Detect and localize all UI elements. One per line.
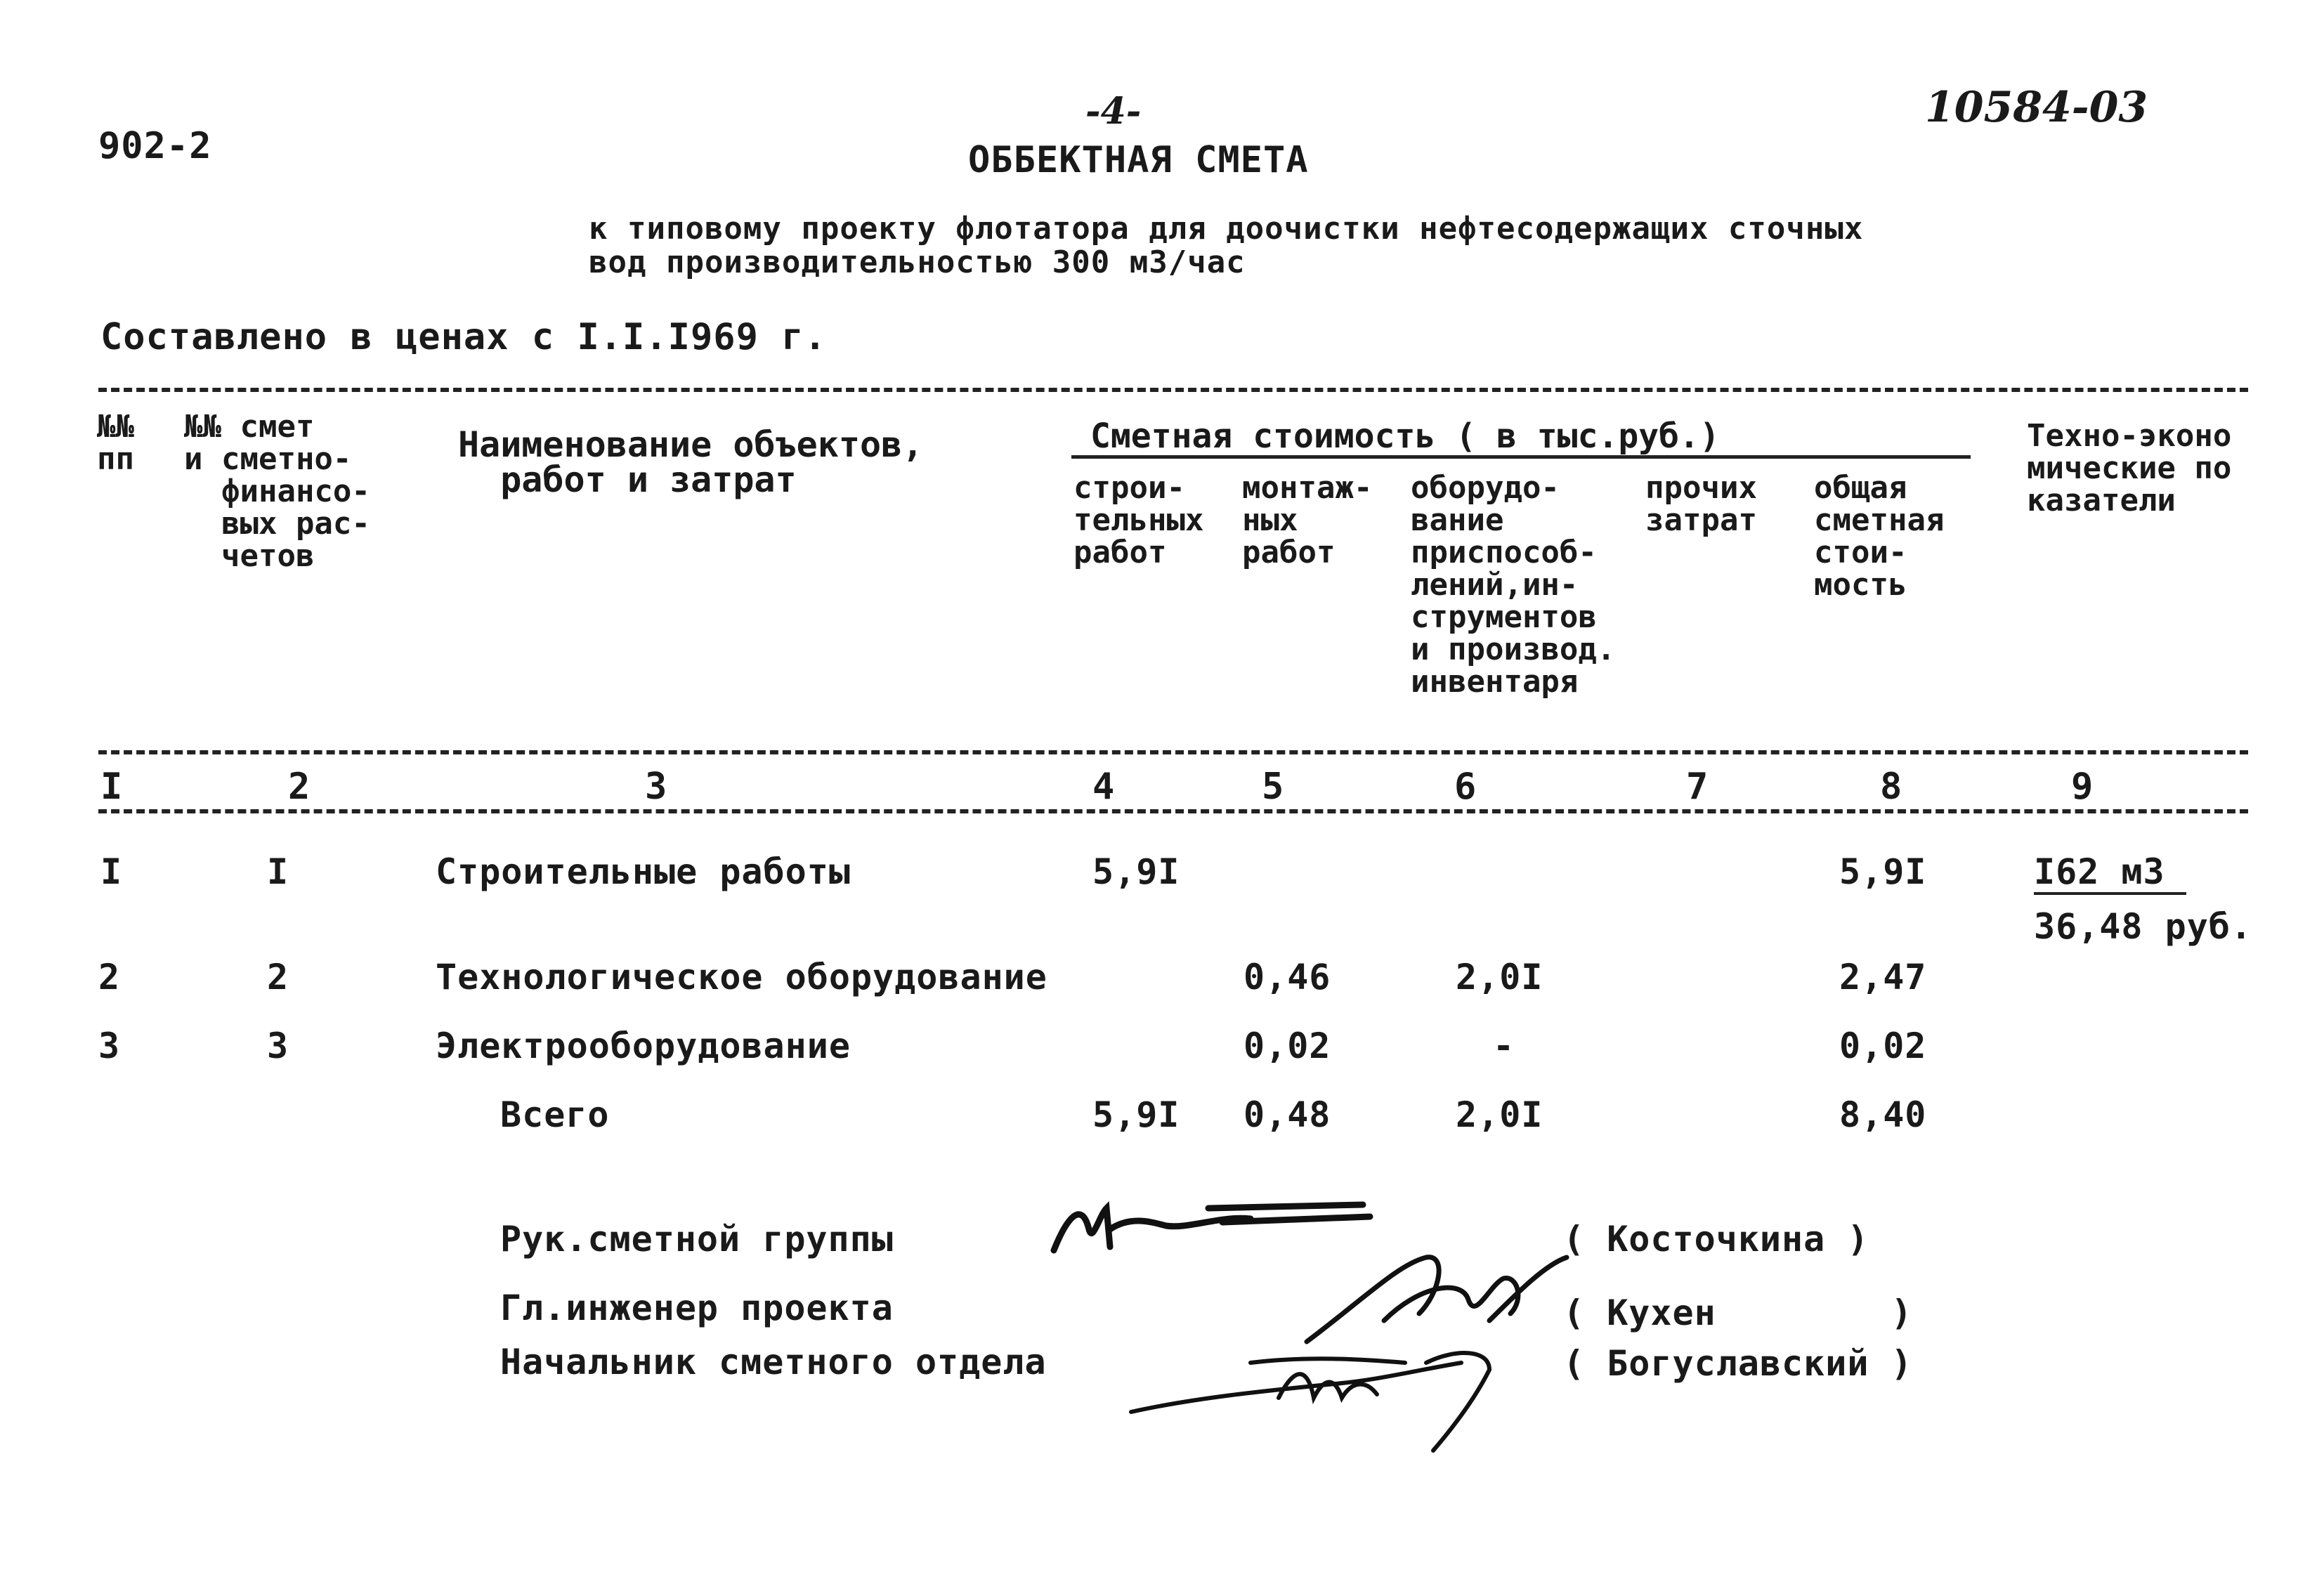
header-col9: Техно-эконо мические по казатели [2027, 418, 2232, 518]
row-number: 3 [98, 1026, 121, 1066]
row-smeta: I [267, 851, 289, 892]
colnum-bottom-rule [98, 809, 2248, 813]
colnum-1: I [100, 766, 124, 808]
prices-note: Составлено в ценах с I.I.I969 г. [100, 316, 827, 358]
handwritten-signature-3 [1124, 1321, 1517, 1461]
header-col6: оборудо- вание приспособ- лений,ин- струментов и производ. инвентаря [1411, 470, 1616, 700]
signature-name-2: ( Кухен ) [1563, 1293, 1913, 1333]
colnum-5: 5 [1262, 766, 1285, 808]
header-col5: монтаж- ных работ [1242, 470, 1373, 570]
row-equipment: - [1493, 1026, 1515, 1066]
header-col2: №№ смет и сметно- финансо- вых рас- четов [184, 409, 370, 574]
row-name: Электрооборудование [436, 1026, 851, 1066]
colnum-8: 8 [1880, 766, 1903, 808]
colnum-2: 2 [288, 766, 311, 808]
document-title: ОББЕКТНАЯ СМЕТА [968, 139, 1309, 181]
row-number: I [100, 851, 123, 892]
total-cost: 8,40 [1839, 1094, 1927, 1135]
colnum-6: 6 [1454, 766, 1477, 808]
row-installation: 0,02 [1243, 1026, 1331, 1066]
row-construction: 5,9I [1092, 851, 1180, 892]
row-total-cost: 5,9I [1839, 851, 1927, 892]
subtitle-line-1: к типовому проекту флотатора для доочистки нефтесодержащих сточных [589, 211, 1864, 247]
row-installation: 0,46 [1243, 957, 1331, 997]
header-col8: общая сметная стои- мость [1814, 470, 1945, 603]
row-equipment: 2,0I [1456, 957, 1543, 997]
row-smeta: 2 [267, 957, 289, 997]
row-name: Технологическое оборудование [436, 957, 1047, 997]
total-construction: 5,9I [1092, 1094, 1180, 1135]
total-installation: 0,48 [1243, 1094, 1331, 1135]
total-label: Всего [500, 1094, 610, 1135]
document-number: 10584-03 [1925, 83, 2148, 132]
cost-group-rule [1071, 455, 1971, 459]
signature-role-2: Гл.инженер проекта [500, 1288, 894, 1328]
header-col7: прочих затрат [1645, 470, 1757, 538]
row-name: Строительные работы [436, 851, 851, 892]
header-bottom-rule [98, 750, 2248, 754]
row-total-cost: 0,02 [1839, 1026, 1927, 1066]
row-number: 2 [98, 957, 121, 997]
header-col3: Наименование объектов, работ и затрат [458, 424, 924, 500]
row-indicator-unit-cost: 36,48 руб. [2034, 906, 2253, 947]
header-col4: строи- тельных работ [1073, 470, 1204, 570]
page-number: -4- [1085, 90, 1142, 133]
subtitle-line-2: вод производительностью 300 м3/час [589, 244, 1246, 280]
colnum-4: 4 [1092, 766, 1116, 808]
row-total-cost: 2,47 [1839, 957, 1927, 997]
signature-role-3: Начальник сметного отдела [500, 1342, 1047, 1382]
project-code: 902-2 [98, 125, 212, 167]
colnum-7: 7 [1686, 766, 1709, 808]
header-col1: №№ пп [97, 409, 134, 477]
signature-name-3: ( Богуславский ) [1563, 1343, 1913, 1384]
signature-role-1: Рук.сметной группы [500, 1219, 894, 1259]
header-cost-group: Сметная стоимость ( в тыс.руб.) [1090, 417, 1720, 456]
total-equipment: 2,0I [1456, 1094, 1543, 1135]
signature-name-1: ( Косточкина ) [1563, 1219, 1869, 1259]
row-smeta: 3 [267, 1026, 289, 1066]
row-indicator-volume: I62 м3 [2034, 851, 2186, 895]
colnum-9: 9 [2071, 766, 2094, 808]
table-top-rule [98, 388, 2248, 392]
colnum-3: 3 [645, 766, 668, 808]
